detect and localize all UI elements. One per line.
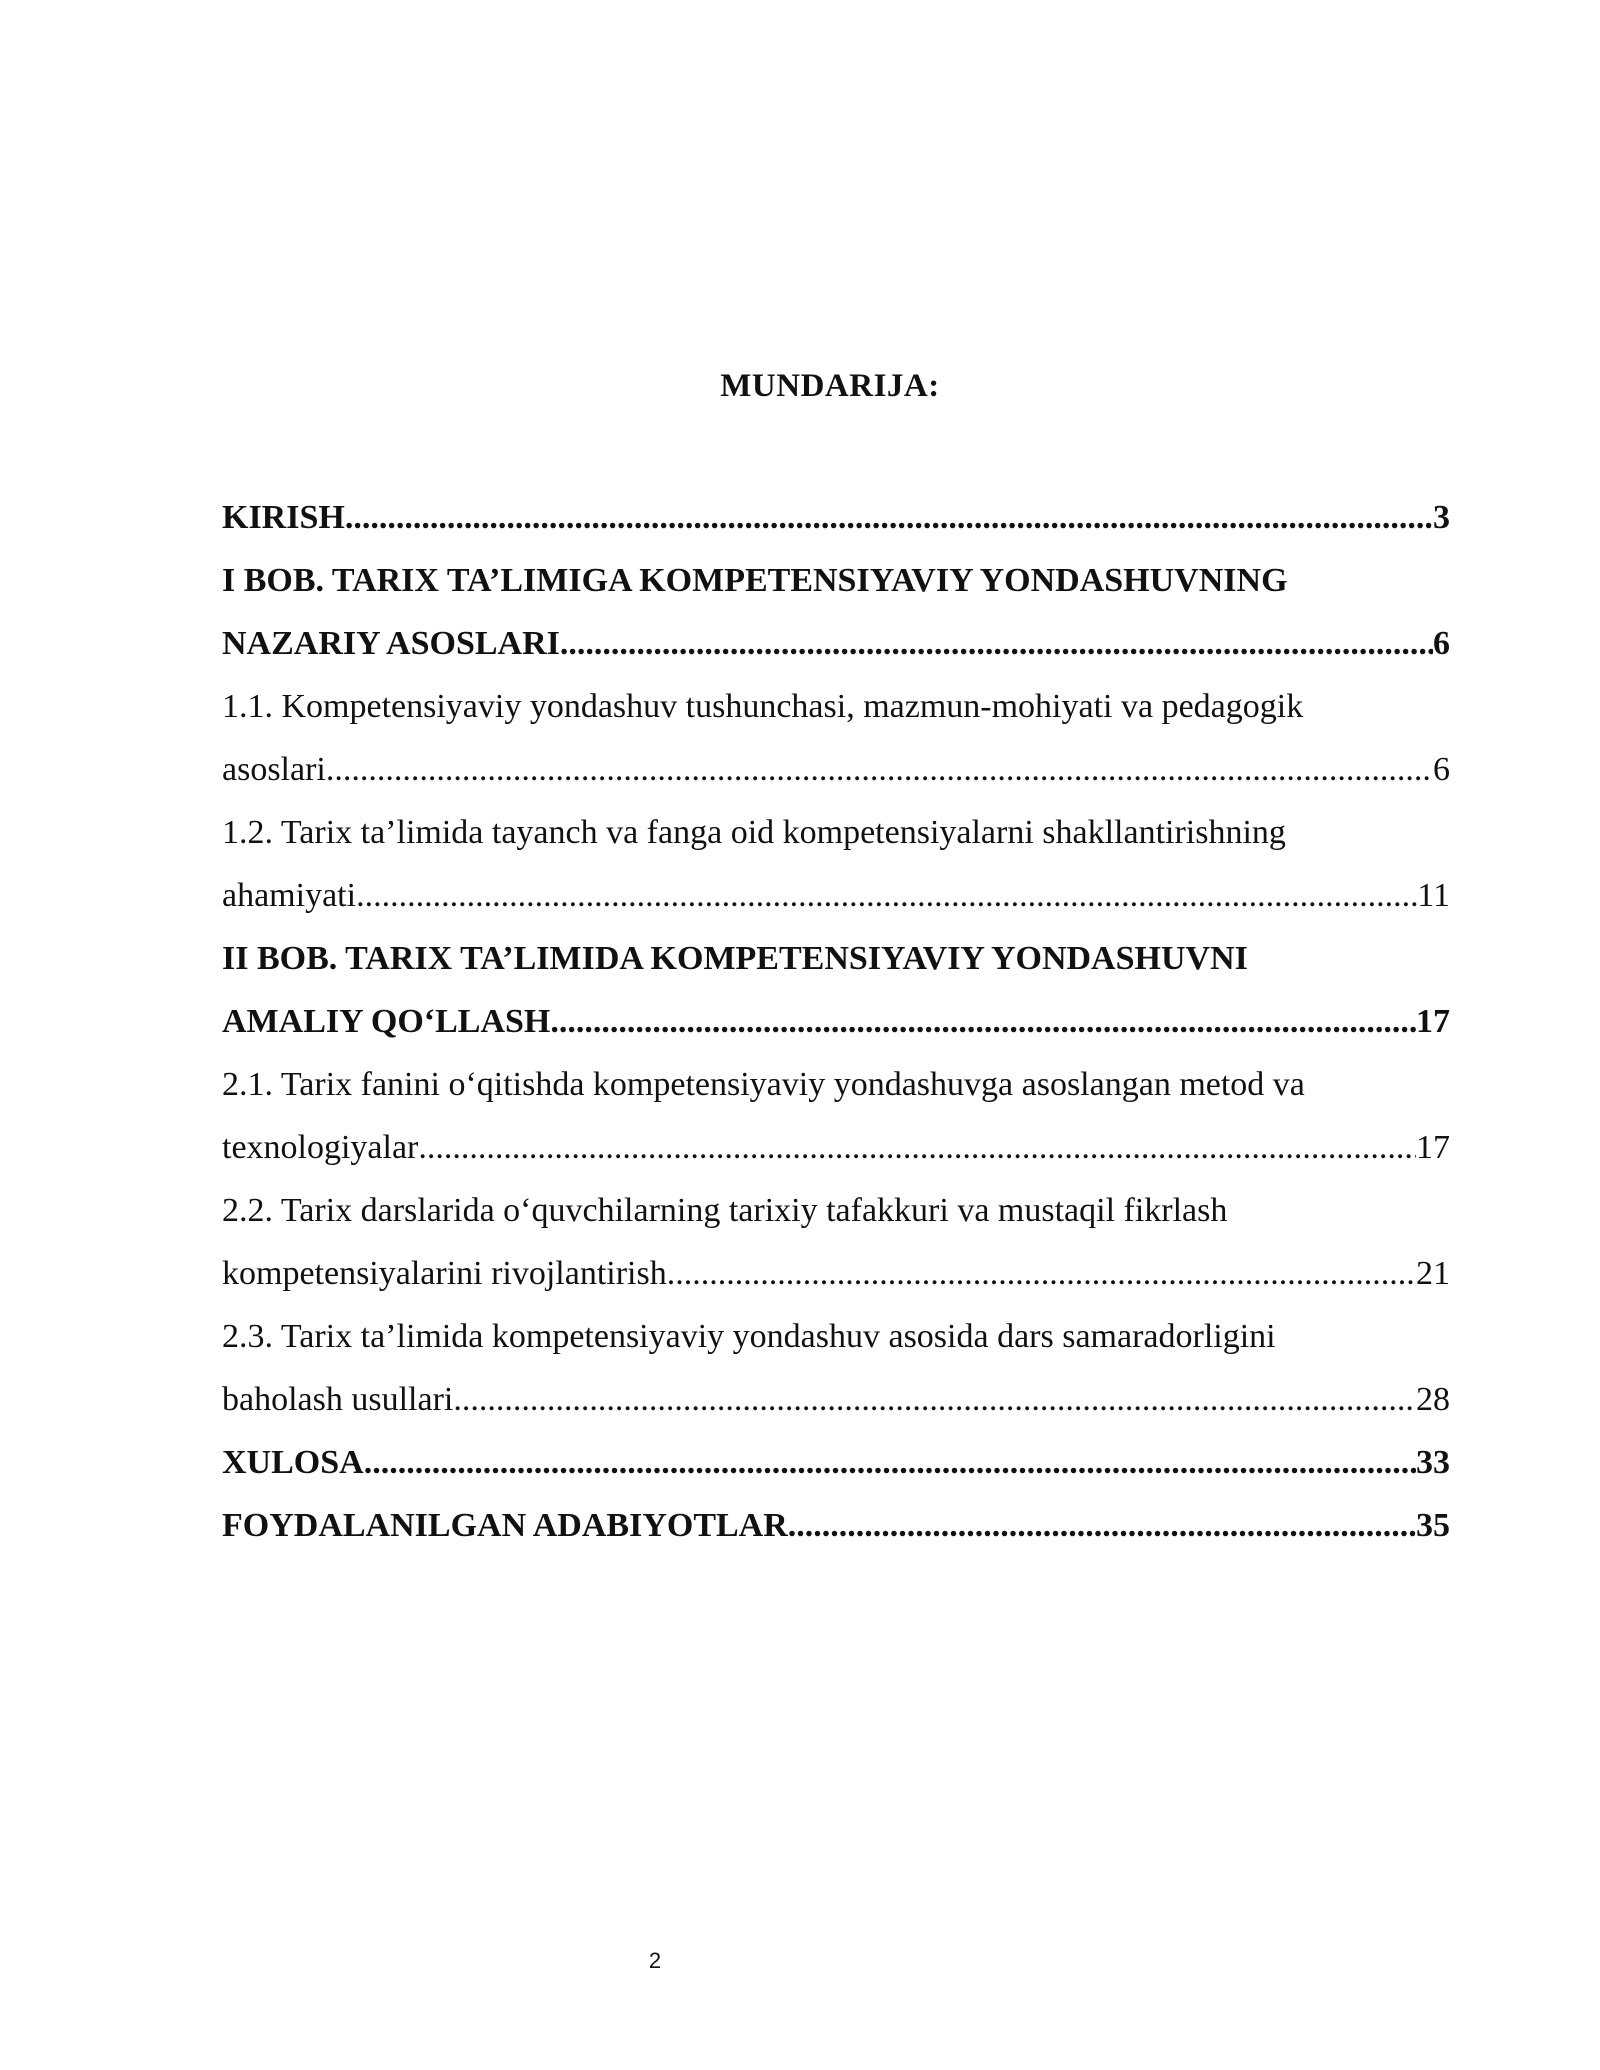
toc-entry[interactable] [222,1494,1450,1557]
toc-entry-title: FOYDALANILGAN ADABIYOTLAR [222,1507,788,1544]
dot-leader [364,1431,1416,1494]
toc-entry-title-line: 2.3. Tarix ta’limida kompetensiyaviy yondashuv asosida dars samaradorligini [222,1318,1276,1355]
toc-entry-title: asoslari [222,751,326,788]
toc-entry-title-line: I BOB. TARIX TA’LIMIGA KOMPETENSIYAVIY YONDASHUVNING [222,562,1288,599]
toc-entry[interactable] [222,927,1450,1053]
toc-entry-title: KIRISH [222,499,345,536]
dot-leader [550,990,1416,1053]
dot-leader [788,1494,1416,1557]
toc-entry-title: kompetensiyalarini rivojlantirish [222,1255,667,1292]
dot-leader [453,1368,1416,1431]
toc-entry[interactable] [222,1305,1450,1431]
toc-entry[interactable] [222,801,1450,927]
page-number: 2 [648,1948,662,1973]
dot-leader [326,738,1433,801]
toc-entry-title-line: 2.2. Tarix darslarida o‘quvchilarning tarixiy tafakkuri va mustaqil fikrlash [222,1192,1228,1229]
toc-page-number: 28 [1416,1381,1450,1418]
dot-leader [560,612,1433,675]
dot-leader [418,1116,1416,1179]
table-of-contents [222,486,1450,1557]
toc-page-number: 17 [1416,1003,1450,1040]
toc-entry-title: AMALIY QO‘LLASH [222,1003,551,1040]
toc-page-number: 33 [1416,1444,1450,1481]
toc-entry-title-line: II BOB. TARIX TA’LIMIDA KOMPETENSIYAVIY YONDASHUVNI [222,940,1248,977]
toc-entry-line [222,864,1450,927]
toc-entry-line [222,612,1450,675]
toc-page-number: 6 [1433,625,1450,662]
toc-entry-title-line: 1.2. Tarix ta’limida tayanch va fanga oid kompetensiyalarni shakllantirishning [222,814,1286,851]
toc-page-number: 35 [1416,1507,1450,1544]
toc-entry-line [222,990,1450,1053]
toc-entry-line [222,1494,1450,1557]
toc-page-number: 6 [1433,751,1450,788]
toc-entry-title-line: 1.1. Kompetensiyaviy yondashuv tushunchasi, mazmun-mohiyati va pedagogik [222,688,1304,725]
toc-entry-title: NAZARIY ASOSLARI [222,625,560,662]
toc-entry-line [222,1431,1450,1494]
page-title: MUNDARIJA: [720,368,940,404]
dot-leader [667,1242,1416,1305]
toc-entry[interactable] [222,549,1450,675]
toc-page-number: 11 [1417,877,1450,914]
toc-entry-title-line: 2.1. Tarix fanini o‘qitishda kompetensiyaviy yondashuvga asoslangan metod va [222,1066,1305,1103]
toc-entry-line [222,1242,1450,1305]
toc-entry-title: baholash usullari [222,1381,454,1418]
toc-entry[interactable] [222,675,1450,801]
dot-leader [356,864,1417,927]
toc-page-number: 17 [1416,1129,1450,1166]
toc-entry-line [222,1116,1450,1179]
toc-entry[interactable] [222,486,1450,549]
toc-entry[interactable] [222,1179,1450,1305]
toc-page-number: 21 [1416,1255,1450,1292]
toc-entry[interactable] [222,1431,1450,1494]
toc-entry-line [222,738,1450,801]
toc-entry-title: texnologiyalar [222,1129,419,1166]
dot-leader [345,486,1433,549]
toc-entry-title: XULOSA [222,1444,364,1481]
toc-entry-line [222,1368,1450,1431]
toc-entry-title: ahamiyati [222,877,357,914]
toc-entry-line [222,486,1450,549]
toc-entry[interactable] [222,1053,1450,1179]
toc-page-number: 3 [1433,499,1450,536]
